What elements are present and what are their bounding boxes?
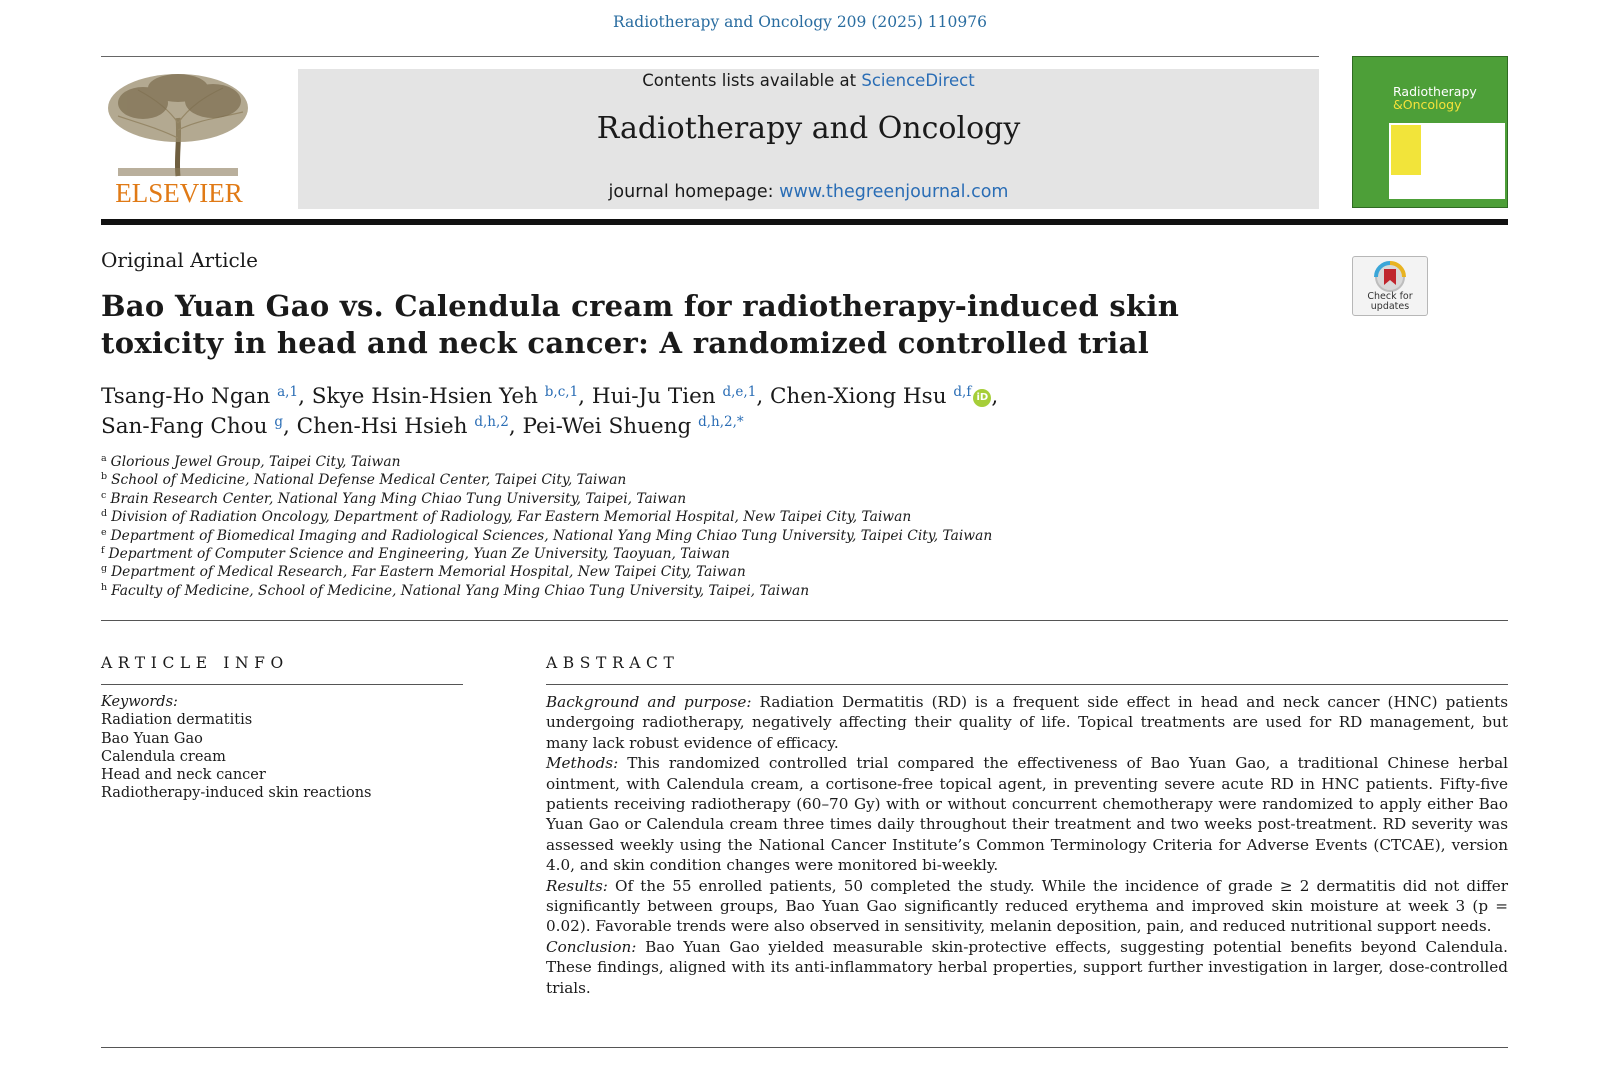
homepage-prefix: journal homepage: [608,182,780,202]
abstract-background: Background and purpose: Radiation Dermatitis (RD) is a frequent side effect in head and neck cancer (HNC) patients undergoing radiotherapy, negatively affecting their quality of life. Topical treatments are used for RD management, but many lack robust evidence of efficacy. [546,693,1508,752]
contents-prefix: Contents lists available at [642,71,862,90]
journal-title[interactable]: Radiotherapy and Oncology [596,111,1021,146]
cover-title: Radiotherapy &Oncology [1393,84,1477,112]
author-name[interactable]: Hui-Ju Tien [591,384,716,409]
author-affiliation-marker[interactable]: g [274,414,283,430]
article-info-heading: ARTICLE INFO [101,654,289,672]
elsevier-logo[interactable] [98,68,260,208]
author-affiliation-marker[interactable]: d,h,2 [474,414,509,430]
author-affiliation-marker[interactable]: a,1 [277,384,299,400]
keyword-item: Radiation dermatitis [101,712,253,729]
crossmark-icon [1374,261,1406,293]
cover-footer: ESTRO [1482,195,1499,201]
header-top-rule [101,56,1319,57]
affiliation-list [101,453,992,600]
sciencedirect-link[interactable]: ScienceDirect [861,71,975,90]
abstract-methods: Methods: This randomized controlled trial compared the effectiveness of Bao Yuan Gao, a traditional Chinese herbal ointment, with Calendula cream, a cortisone-free topical agent, in preventing severe acute RD in HNC patients. Fifty-five patients receiving radiotherapy (60–70 Gy) with or without concurrent chemotherapy were randomized to apply either Bao Yuan Gao or Calendula cream three times daily throughout their treatment and two weeks post-treatment. RD severity was assessed weekly using the National Cancer Institute’s Common Terminology Criteria for Adverse Events (CTCAE), version 4.0, and skin condition changes were monitored bi-weekly. [546,754,1508,875]
journal-cover-thumbnail[interactable] [1352,56,1508,208]
article-info-rule [101,684,463,685]
abstract-body [546,692,1508,998]
author-name[interactable]: San-Fang Chou [101,414,268,439]
affiliation-item: $^c$ Brain Research Center, National Yang Ming Chiao Tung University, Taipei, Taiwan [101,489,687,507]
author-name[interactable]: Pei-Wei Shueng [522,414,692,439]
author-name[interactable]: Tsang-Ho Ngan [101,384,271,409]
keyword-item: Head and neck cancer [101,767,266,784]
affiliation-item: $^e$ Department of Biomedical Imaging and Radiological Sciences, National Yang Ming Chiao Tung University, Taipei City, Taiwan [101,526,993,544]
keyword-item: Bao Yuan Gao [101,730,203,747]
affiliation-item: $^d$ Division of Radiation Oncology, Department of Radiology, Far Eastern Memorial Hospital, New Taipei City, Taiwan [101,508,912,526]
affiliation-item: $^b$ School of Medicine, National Defense Medical Center, Taipei City, Taiwan [101,471,627,489]
orcid-icon[interactable]: iD [973,389,991,407]
cover-highlight-box [1391,125,1421,175]
elsevier-tree-icon [98,68,260,208]
author-name[interactable]: Skye Hsin-Hsien Yeh [311,384,538,409]
abstract-conclusion: Conclusion: Bao Yuan Gao yielded measurable skin-protective effects, suggesting potential benefits beyond Calendula. These findings, aligned with its anti-inflammatory herbal properties, support further investigation in larger, dose-controlled trials. [546,937,1508,997]
contents-line [298,71,1319,90]
crossmark-label: Check for updates [1367,291,1413,312]
author-name[interactable]: Chen-Hsi Hsieh [296,414,468,439]
bottom-divider [101,1047,1508,1048]
article-title: Bao Yuan Gao vs. Calendula cream for radiotherapy-induced skin toxicity in head and neck cancer: A randomized controlled trial [101,289,1180,360]
homepage-line [298,182,1319,202]
keywords-list [101,693,372,803]
abstract-heading: ABSTRACT [546,654,680,672]
author-affiliation-marker[interactable]: d,h,2,* [698,414,744,430]
elsevier-wordmark: ELSEVIER [115,178,243,208]
section-divider [101,620,1508,621]
author-affiliation-marker[interactable]: b,c,1 [544,384,579,400]
affiliation-item: $^f$ Department of Computer Science and Engineering, Yuan Ze University, Taoyuan, Taiwan [101,545,730,563]
author-affiliation-marker[interactable]: d,e,1 [722,384,757,400]
abstract-results: Results: Of the 55 enrolled patients, 50 completed the study. While the incidence of grade ≥ 2 dermatitis did not differ significantly between groups, Bao Yuan Gao significantly reduced erythema and improved skin moisture at week 3 (p = 0.02). Favorable trends were also observed in sensitivity, melanin deposition, pain, and reduced nutritional support needs. [546,876,1508,936]
header-thick-rule [101,219,1508,225]
affiliation-item: $^a$ Glorious Jewel Group, Taipei City, Taiwan [101,453,401,470]
author-list: Tsang-Ho Ngan $^{a,1}$, Skye Hsin-Hsien Yeh $^{b,c,1}$, Hui-Ju Tien $^{d,e,1}$, Chen-Xiong Hsu $^{d,f}$ iD , San-Fang Chou $^g$, Chen-Hsi Hsieh $^{d,h,2}$, Pei-Wei Shueng $^{d,h,2,*}$ [101,384,999,439]
journal-citation[interactable]: Radiotherapy and Oncology 209 (2025) 110976 [613,13,987,31]
affiliation-item: $^g$ Department of Medical Research, Far Eastern Memorial Hospital, New Taipei City, Taiwan [101,563,746,581]
journal-banner [298,69,1319,209]
abstract-rule [546,684,1508,685]
check-for-updates-button[interactable] [1352,256,1428,316]
keywords-label: Keywords: [101,694,178,710]
author-name[interactable]: Chen-Xiong Hsu [769,384,947,409]
keyword-item: Calendula cream [101,748,226,765]
affiliation-item: $^h$ Faculty of Medicine, School of Medicine, National Yang Ming Chiao Tung University, Taipei, Taiwan [101,581,810,599]
article-type: Original Article [101,248,258,272]
homepage-link[interactable]: www.thegreenjournal.com [779,182,1009,202]
keyword-item: Radiotherapy-induced skin reactions [101,785,372,802]
author-affiliation-marker[interactable]: d,f [953,384,972,400]
